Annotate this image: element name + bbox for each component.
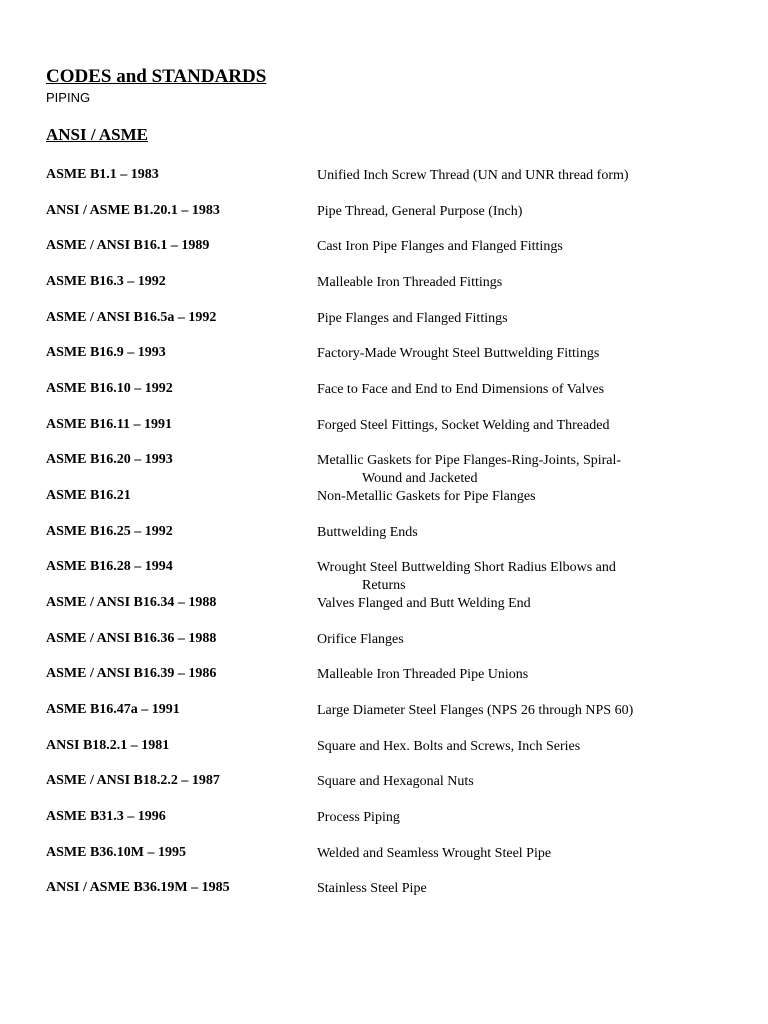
standard-description: Stainless Steel Pipe — [317, 881, 427, 896]
standard-row — [0, 595, 768, 613]
standard-description: Face to Face and End to End Dimensions of Valves — [317, 382, 605, 397]
standard-row — [0, 167, 768, 185]
standard-description: Pipe Flanges and Flanged Fittings — [317, 311, 508, 326]
standard-code: ASME / ANSI B16.36 – 1988 — [46, 631, 217, 646]
page-title: CODES and STANDARDS — [46, 66, 267, 87]
description-continuation: Wound and Jacketed — [362, 470, 478, 486]
standard-row — [0, 417, 768, 435]
standard-row — [0, 880, 768, 898]
standard-description: Cast Iron Pipe Flanges and Flanged Fittings — [317, 239, 563, 254]
standard-code: ASME / ANSI B18.2.2 – 1987 — [46, 773, 220, 788]
standard-row — [0, 310, 768, 328]
standard-description — [317, 452, 737, 487]
standard-description: Buttwelding Ends — [317, 525, 418, 540]
standard-description: Square and Hexagonal Nuts — [317, 774, 474, 789]
standard-code: ASME B16.47a – 1991 — [46, 702, 180, 717]
standard-description: Orifice Flanges — [317, 632, 404, 647]
standard-code: ASME B16.20 – 1993 — [46, 452, 173, 467]
standard-description: Factory-Made Wrought Steel Buttwelding Fittings — [317, 346, 600, 361]
standard-code: ASME B16.21 — [46, 488, 131, 503]
standard-code: ASME B36.10M – 1995 — [46, 845, 186, 860]
standard-description: Malleable Iron Threaded Fittings — [317, 275, 503, 290]
standard-code: ASME / ANSI B16.34 – 1988 — [46, 595, 217, 610]
standard-description: Pipe Thread, General Purpose (Inch) — [317, 204, 523, 219]
standard-description: Unified Inch Screw Thread (UN and UNR thread form) — [317, 168, 629, 183]
standard-row — [0, 488, 768, 506]
standard-description: Square and Hex. Bolts and Screws, Inch Series — [317, 739, 581, 754]
standard-code: ASME B16.10 – 1992 — [46, 381, 173, 396]
standard-code: ASME / ANSI B16.1 – 1989 — [46, 238, 210, 253]
standard-row — [0, 738, 768, 756]
standard-code: ASME B16.9 – 1993 — [46, 345, 166, 360]
standard-row — [0, 631, 768, 649]
description-line: Wrought Steel Buttwelding Short Radius Elbows and — [317, 560, 616, 575]
description-line: Metallic Gaskets for Pipe Flanges-Ring-Joints, Spiral- — [317, 453, 622, 468]
standard-row — [0, 666, 768, 684]
standard-description — [317, 559, 737, 594]
standard-row — [0, 702, 768, 720]
standard-code: ASME B16.25 – 1992 — [46, 524, 173, 539]
standard-row — [0, 809, 768, 827]
standard-row — [0, 238, 768, 256]
standard-code: ASME B16.11 – 1991 — [46, 417, 173, 432]
standard-row — [0, 203, 768, 221]
standard-code: ANSI / ASME B1.20.1 – 1983 — [46, 203, 220, 218]
standard-code: ASME B16.28 – 1994 — [46, 559, 173, 574]
standard-code: ANSI B18.2.1 – 1981 — [46, 738, 170, 753]
standard-code: ASME / ANSI B16.39 – 1986 — [46, 666, 217, 681]
standard-description: Welded and Seamless Wrought Steel Pipe — [317, 846, 552, 861]
standard-code: ASME / ANSI B16.5a – 1992 — [46, 310, 217, 325]
standard-row — [0, 773, 768, 791]
standard-row — [0, 845, 768, 863]
standard-code: ASME B31.3 – 1996 — [46, 809, 166, 824]
standard-description: Valves Flanged and Butt Welding End — [317, 596, 531, 611]
standard-row — [0, 381, 768, 399]
standard-description: Large Diameter Steel Flanges (NPS 26 through NPS 60) — [317, 703, 634, 718]
standard-description: Process Piping — [317, 810, 400, 825]
page-subtitle: PIPING — [46, 90, 91, 105]
section-heading: ANSI / ASME — [46, 125, 149, 144]
standard-description: Non-Metallic Gaskets for Pipe Flanges — [317, 489, 536, 504]
description-continuation: Returns — [362, 577, 406, 593]
standard-row — [0, 345, 768, 363]
standard-code: ANSI / ASME B36.19M – 1985 — [46, 880, 230, 895]
standard-code: ASME B1.1 – 1983 — [46, 167, 159, 182]
standard-row — [0, 559, 768, 593]
standard-description: Malleable Iron Threaded Pipe Unions — [317, 667, 529, 682]
standard-row — [0, 524, 768, 542]
standard-code: ASME B16.3 – 1992 — [46, 274, 166, 289]
standard-description: Forged Steel Fittings, Socket Welding and Threaded — [317, 418, 610, 433]
standard-row — [0, 452, 768, 486]
standard-row — [0, 274, 768, 292]
